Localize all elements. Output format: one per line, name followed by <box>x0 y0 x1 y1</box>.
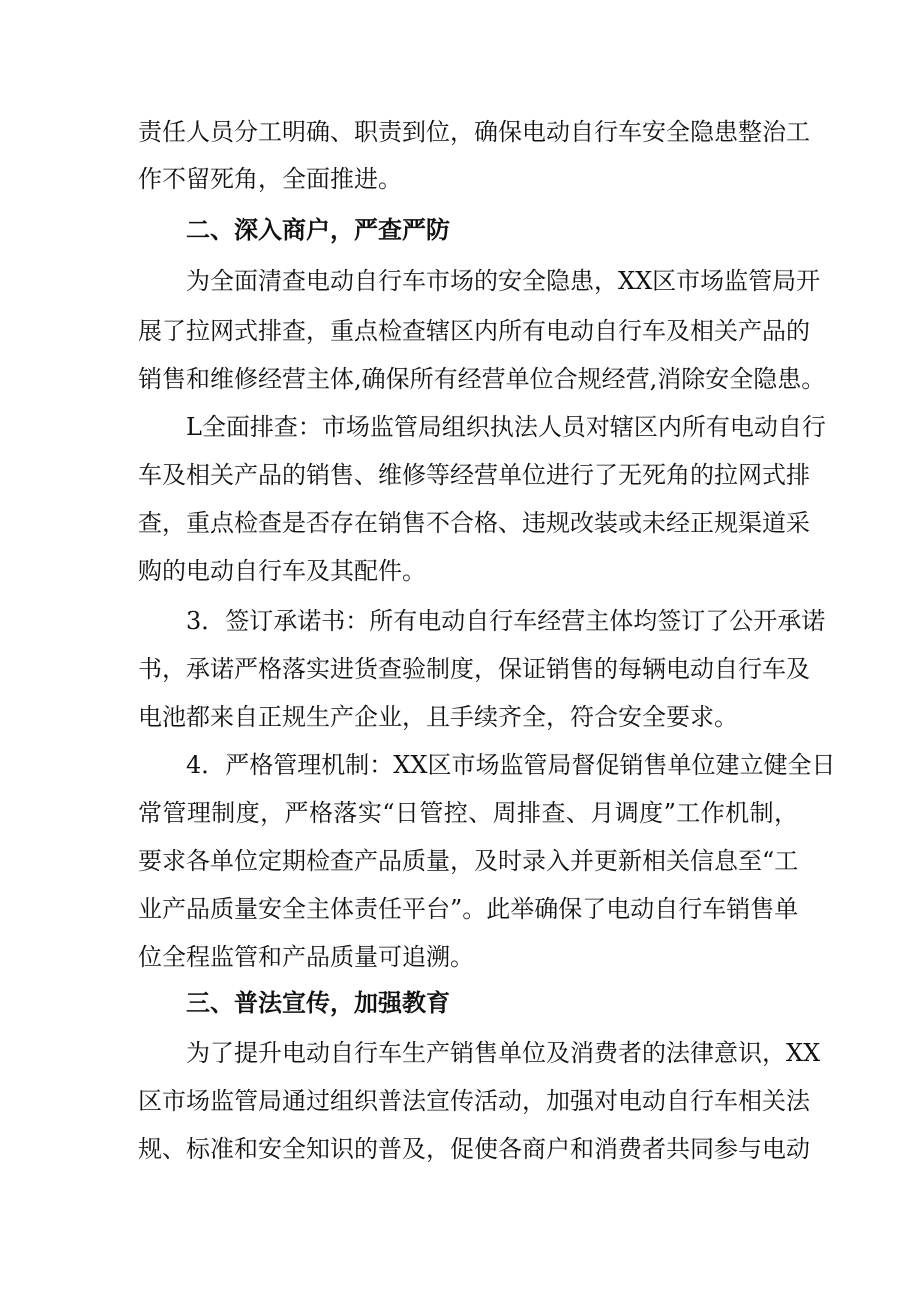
paragraph-3-line-1: L全面排查：市场监管局组织执法人员对辖区内所有电动自行 <box>186 413 826 441</box>
paragraph-5-line-1: 4．严格管理机制：XX区市场监管局督促销售单位建立健全日 <box>186 751 836 779</box>
paragraph-5-line-2: 常管理制度，严格落实“日管控、周排查、月调度”工作机制， <box>138 799 798 827</box>
paragraph-1-line-1: 责任人员分工明确、职责到位，确保电动自行车安全隐患整治工 <box>138 118 810 146</box>
section-heading-3: 三、普法宣传，加强教育 <box>186 989 450 1017</box>
paragraph-2-line-2: 展了拉网式排查，重点检查辖区内所有电动自行车及相关产品的 <box>138 317 810 345</box>
paragraph-5-line-5: 位全程监管和产品质量可追溯。 <box>138 943 474 971</box>
paragraph-6-line-1: 为了提升电动自行车生产销售单位及消费者的法律意识，XX <box>186 1039 821 1067</box>
paragraph-2-line-3: 销售和维修经营主体,确保所有经营单位合规经营,消除安全隐患。 <box>138 365 826 393</box>
paragraph-3-line-4: 购的电动自行车及其配件。 <box>138 557 426 585</box>
paragraph-3-line-2: 车及相关产品的销售、维修等经营单位进行了无死角的拉网式排 <box>138 461 810 489</box>
paragraph-6-line-3: 规、标准和安全知识的普及，促使各商户和消费者共同参与电动 <box>138 1135 810 1163</box>
paragraph-4-line-2: 书，承诺严格落实进货查验制度，保证销售的每辆电动自行车及 <box>138 655 810 683</box>
paragraph-5-line-4: 业产品质量安全主体责任平台”。此举确保了电动自行车销售单 <box>138 895 799 923</box>
paragraph-1-line-2: 作不留死角，全面推进。 <box>138 165 402 193</box>
paragraph-2-line-1: 为全面清查电动自行车市场的安全隐患，XX区市场监管局开 <box>186 267 821 295</box>
paragraph-3-line-3: 查，重点检查是否存在销售不合格、违规改装或未经正规渠道采 <box>138 509 810 537</box>
paragraph-6-line-2: 区市场监管局通过组织普法宣传活动，加强对电动自行车相关法 <box>138 1087 810 1115</box>
paragraph-5-line-3: 要求各单位定期检查产品质量，及时录入并更新相关信息至“工 <box>138 847 799 875</box>
paragraph-4-line-1: 3．签订承诺书：所有电动自行车经营主体均签订了公开承诺 <box>186 607 826 635</box>
section-heading-2: 二、深入商户，严查严防 <box>186 216 450 244</box>
paragraph-4-line-3: 电池都来自正规生产企业，且手续齐全，符合安全要求。 <box>138 703 738 731</box>
